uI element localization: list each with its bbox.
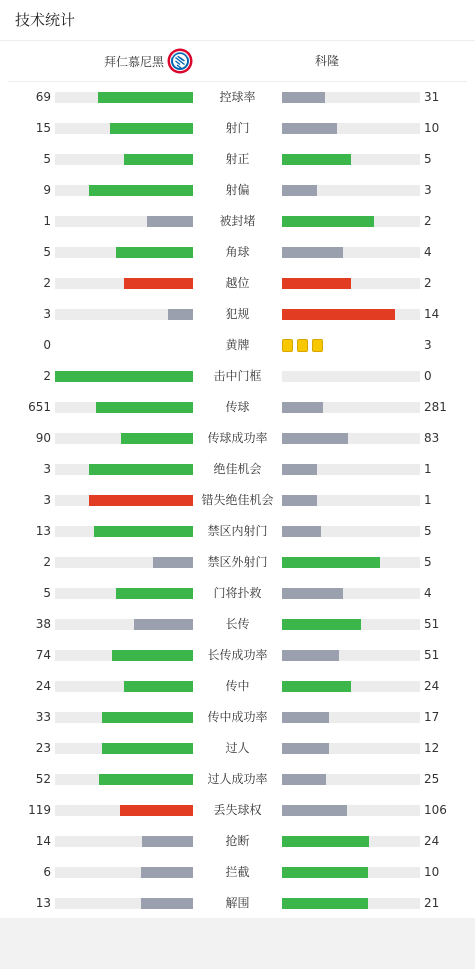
home-bar-track xyxy=(55,216,193,227)
yellow-card-icon xyxy=(312,339,323,352)
home-bar-fill xyxy=(142,836,193,847)
home-value: 69 xyxy=(35,90,51,104)
away-value: 14 xyxy=(424,307,440,321)
home-value: 9 xyxy=(43,183,51,197)
stat-row xyxy=(0,330,475,361)
stat-label: 长传成功率 xyxy=(207,648,268,662)
home-value: 5 xyxy=(43,245,51,259)
home-bar-fill xyxy=(94,526,193,537)
stat-label: 传中成功率 xyxy=(207,710,268,724)
home-bar-fill xyxy=(98,92,193,103)
away-value: 24 xyxy=(424,679,440,693)
stat-row xyxy=(0,795,475,826)
home-bar-track xyxy=(55,185,193,196)
home-value: 14 xyxy=(35,834,51,848)
away-value: 17 xyxy=(424,710,440,724)
away-bar-fill xyxy=(282,588,343,599)
stat-label: 黄牌 xyxy=(225,338,250,352)
home-bar-track xyxy=(55,154,193,165)
home-value: 3 xyxy=(43,493,51,507)
home-value: 119 xyxy=(28,803,51,817)
stat-label: 角球 xyxy=(225,245,250,259)
home-value: 3 xyxy=(43,462,51,476)
home-bar-fill xyxy=(141,898,193,909)
home-value: 13 xyxy=(35,896,51,910)
away-bar-track xyxy=(282,557,420,568)
home-value: 33 xyxy=(35,710,51,724)
stat-label: 门将扑救 xyxy=(213,586,262,600)
away-bar-fill xyxy=(282,619,361,630)
away-value: 3 xyxy=(424,183,432,197)
away-bar-fill xyxy=(282,836,369,847)
away-value: 10 xyxy=(424,865,440,879)
home-bar-fill xyxy=(124,278,193,289)
home-bar-track xyxy=(55,743,193,754)
home-bar-track xyxy=(55,557,193,568)
home-team[interactable] xyxy=(104,48,193,74)
away-bar-fill xyxy=(282,743,329,754)
stat-row xyxy=(0,82,475,113)
away-value: 2 xyxy=(424,276,432,290)
home-bar-track xyxy=(55,92,193,103)
home-bar-track xyxy=(55,278,193,289)
yellow-card-icon xyxy=(282,339,293,352)
stat-row xyxy=(0,144,475,175)
stat-row xyxy=(0,237,475,268)
stat-row xyxy=(0,361,475,392)
away-bar-track xyxy=(282,836,420,847)
home-bar-track xyxy=(55,464,193,475)
away-value: 4 xyxy=(424,245,432,259)
stat-label: 传球 xyxy=(225,400,250,414)
away-bar-fill xyxy=(282,774,326,785)
stat-label: 犯规 xyxy=(225,307,250,321)
home-bar-track xyxy=(55,712,193,723)
away-bar-track xyxy=(282,898,420,909)
home-bar-track xyxy=(55,650,193,661)
teams-header xyxy=(0,41,475,81)
away-bar-fill xyxy=(282,123,337,134)
home-bar-track xyxy=(55,247,193,258)
stat-label: 绝佳机会 xyxy=(213,462,262,476)
away-bar-track xyxy=(282,247,420,258)
away-bar-track xyxy=(282,309,420,320)
home-bar-track xyxy=(55,588,193,599)
stat-row xyxy=(0,671,475,702)
away-bar-track xyxy=(282,712,420,723)
stat-label: 拦截 xyxy=(225,865,250,879)
home-value: 52 xyxy=(35,772,51,786)
yellow-card-icon xyxy=(297,339,308,352)
away-value: 24 xyxy=(424,834,440,848)
away-bar-track xyxy=(282,402,420,413)
home-value: 5 xyxy=(43,586,51,600)
away-value: 2 xyxy=(424,214,432,228)
home-bar-track xyxy=(55,433,193,444)
stat-label: 过人成功率 xyxy=(207,772,268,786)
home-bar-track xyxy=(55,774,193,785)
home-bar-fill xyxy=(134,619,193,630)
stat-row xyxy=(0,857,475,888)
home-value: 13 xyxy=(35,524,51,538)
stat-label: 过人 xyxy=(225,741,250,755)
home-value: 38 xyxy=(35,617,51,631)
home-bar-fill xyxy=(102,743,193,754)
home-value: 90 xyxy=(35,431,51,445)
away-bar-track xyxy=(282,216,420,227)
away-bar-track xyxy=(282,92,420,103)
stat-row xyxy=(0,547,475,578)
home-bar-track xyxy=(55,619,193,630)
away-bar-fill xyxy=(282,650,339,661)
home-bar-fill xyxy=(99,774,193,785)
home-value: 15 xyxy=(35,121,51,135)
away-value: 0 xyxy=(424,369,432,383)
stat-row xyxy=(0,888,475,919)
away-bar-fill xyxy=(282,402,323,413)
home-bar-track xyxy=(55,402,193,413)
away-bar-track xyxy=(282,433,420,444)
home-bar-fill xyxy=(124,154,193,165)
away-value: 1 xyxy=(424,493,432,507)
away-bar-track xyxy=(282,495,420,506)
away-value: 3 xyxy=(424,338,432,352)
stat-label: 被封堵 xyxy=(219,214,256,228)
home-bar-fill xyxy=(55,371,193,382)
stat-row xyxy=(0,113,475,144)
home-value: 1 xyxy=(43,214,51,228)
home-bar-track xyxy=(55,123,193,134)
away-bar-track xyxy=(282,526,420,537)
home-bar-track xyxy=(55,309,193,320)
away-value: 106 xyxy=(424,803,447,817)
home-value: 2 xyxy=(43,276,51,290)
stat-label: 射门 xyxy=(225,121,250,135)
away-bar-track xyxy=(282,743,420,754)
home-bar-track xyxy=(55,526,193,537)
home-bar-track xyxy=(55,867,193,878)
home-value: 0 xyxy=(43,338,51,352)
stat-row xyxy=(0,764,475,795)
home-value: 3 xyxy=(43,307,51,321)
home-bar-fill xyxy=(153,557,193,568)
bayern-logo-icon xyxy=(167,48,193,74)
away-value: 5 xyxy=(424,152,432,166)
home-bar-fill xyxy=(89,495,193,506)
home-value: 651 xyxy=(28,400,51,414)
stat-label: 抢断 xyxy=(225,834,250,848)
away-yellow-cards xyxy=(282,339,327,352)
away-bar-fill xyxy=(282,526,321,537)
away-value: 281 xyxy=(424,400,447,414)
stat-label: 传中 xyxy=(225,679,250,693)
home-value: 2 xyxy=(43,369,51,383)
away-value: 5 xyxy=(424,555,432,569)
home-value: 24 xyxy=(35,679,51,693)
home-bar-fill xyxy=(168,309,193,320)
away-bar-fill xyxy=(282,309,395,320)
away-team-name[interactable]: 科隆 xyxy=(315,54,340,68)
stat-row xyxy=(0,702,475,733)
away-bar-fill xyxy=(282,557,380,568)
home-bar-fill xyxy=(112,650,193,661)
away-bar-track xyxy=(282,867,420,878)
stat-row xyxy=(0,268,475,299)
away-bar-fill xyxy=(282,681,351,692)
stat-row xyxy=(0,640,475,671)
home-value: 74 xyxy=(35,648,51,662)
away-bar-track xyxy=(282,588,420,599)
away-bar-track xyxy=(282,154,420,165)
stat-label: 射偏 xyxy=(225,183,250,197)
stat-row xyxy=(0,826,475,857)
home-bar-fill xyxy=(102,712,193,723)
stat-label: 丢失球权 xyxy=(213,803,262,817)
stat-row xyxy=(0,299,475,330)
stat-label: 长传 xyxy=(225,617,250,631)
away-bar-track xyxy=(282,464,420,475)
stat-row xyxy=(0,733,475,764)
away-bar-fill xyxy=(282,278,351,289)
away-value: 4 xyxy=(424,586,432,600)
away-bar-fill xyxy=(282,495,317,506)
away-value: 25 xyxy=(424,772,440,786)
home-bar-fill xyxy=(120,805,193,816)
home-bar-fill xyxy=(124,681,193,692)
stat-row xyxy=(0,609,475,640)
home-bar-track xyxy=(55,836,193,847)
home-bar-fill xyxy=(89,464,193,475)
home-team-name: 拜仁慕尼黑 xyxy=(103,54,164,69)
away-bar-fill xyxy=(282,805,347,816)
away-value: 12 xyxy=(424,741,440,755)
home-bar-fill xyxy=(141,867,193,878)
stat-row xyxy=(0,206,475,237)
stat-label: 错失绝佳机会 xyxy=(201,493,274,507)
away-bar-track xyxy=(282,681,420,692)
away-bar-fill xyxy=(282,433,348,444)
stat-row xyxy=(0,485,475,516)
home-bar-fill xyxy=(121,433,193,444)
home-value: 6 xyxy=(43,865,51,879)
stat-label: 射正 xyxy=(225,152,250,166)
stat-label: 禁区内射门 xyxy=(207,524,268,538)
home-bar-fill xyxy=(147,216,193,227)
away-bar-track xyxy=(282,371,420,382)
home-bar-track xyxy=(55,495,193,506)
away-bar-fill xyxy=(282,185,317,196)
stat-label: 击中门框 xyxy=(213,369,262,383)
away-bar-track xyxy=(282,650,420,661)
stat-row xyxy=(0,454,475,485)
home-bar-track xyxy=(55,371,193,382)
stat-label: 越位 xyxy=(225,276,250,290)
stat-row xyxy=(0,392,475,423)
away-value: 83 xyxy=(424,431,440,445)
away-value: 5 xyxy=(424,524,432,538)
stat-label: 禁区外射门 xyxy=(207,555,268,569)
home-bar-track xyxy=(55,681,193,692)
away-bar-fill xyxy=(282,867,368,878)
stat-label: 解围 xyxy=(225,896,250,910)
home-bar-track xyxy=(55,805,193,816)
home-value: 5 xyxy=(43,152,51,166)
stat-row xyxy=(0,516,475,547)
away-bar-track xyxy=(282,278,420,289)
away-bar-track xyxy=(282,774,420,785)
away-bar-fill xyxy=(282,712,329,723)
home-bar-fill xyxy=(110,123,193,134)
away-bar-fill xyxy=(282,92,325,103)
home-bar-fill xyxy=(96,402,193,413)
away-bar-fill xyxy=(282,247,343,258)
away-bar-fill xyxy=(282,464,317,475)
away-value: 21 xyxy=(424,896,440,910)
away-value: 1 xyxy=(424,462,432,476)
away-value: 31 xyxy=(424,90,440,104)
away-value: 10 xyxy=(424,121,440,135)
away-bar-track xyxy=(282,123,420,134)
away-bar-track xyxy=(282,185,420,196)
home-value: 23 xyxy=(35,741,51,755)
stat-row xyxy=(0,175,475,206)
page-title: 技术统计 xyxy=(15,11,76,29)
stat-row xyxy=(0,578,475,609)
stat-label: 传球成功率 xyxy=(207,431,268,445)
home-bar-fill xyxy=(116,588,193,599)
stat-row xyxy=(0,423,475,454)
away-bar-fill xyxy=(282,216,374,227)
away-value: 51 xyxy=(424,648,440,662)
stat-label: 控球率 xyxy=(219,90,256,104)
home-bar-fill xyxy=(116,247,193,258)
away-bar-track xyxy=(282,805,420,816)
home-bar-track xyxy=(55,898,193,909)
home-bar-fill xyxy=(89,185,193,196)
home-value: 2 xyxy=(43,555,51,569)
away-bar-fill xyxy=(282,898,368,909)
away-bar-fill xyxy=(282,154,351,165)
away-bar-track xyxy=(282,619,420,630)
away-value: 51 xyxy=(424,617,440,631)
